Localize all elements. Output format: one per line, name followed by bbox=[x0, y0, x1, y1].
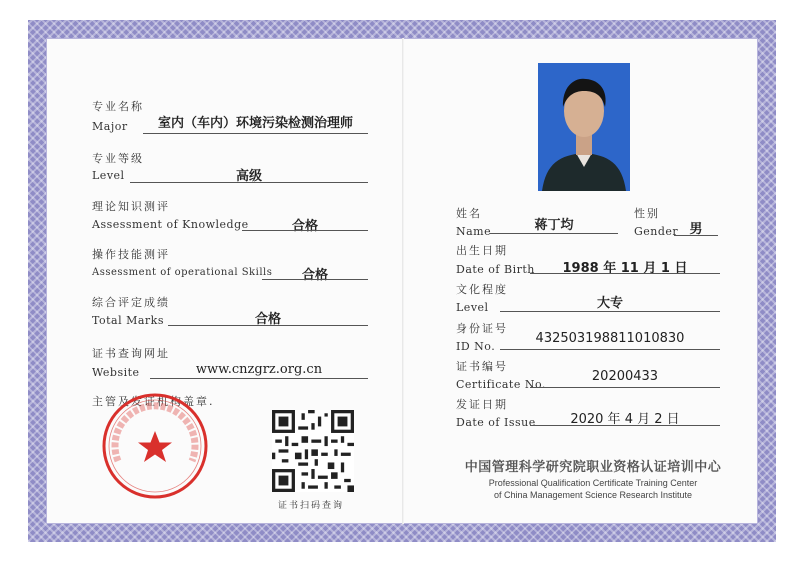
holder-photo bbox=[538, 63, 630, 191]
qr-caption: 证书扫码查询 bbox=[278, 501, 345, 511]
major-label-en: Major bbox=[92, 120, 128, 133]
skills-label-en: Assessment of operational Skills bbox=[92, 267, 273, 278]
cert-underline bbox=[530, 387, 720, 388]
skills-value: 合格 bbox=[301, 268, 328, 283]
cert-value: 20200433 bbox=[591, 369, 659, 384]
issuer-name-en-line2: of China Management Science Research Institute bbox=[493, 490, 693, 500]
level-label-en: Level bbox=[92, 169, 125, 182]
issue-label-en: Date of Issue bbox=[456, 416, 536, 429]
authority-label: 主管及发证机构盖章. bbox=[92, 395, 215, 408]
dob-value: 1988 年 11 月 1 日 bbox=[562, 261, 688, 276]
knowledge-value: 合格 bbox=[291, 219, 318, 234]
gender-value: 男 bbox=[689, 222, 703, 237]
website-underline bbox=[150, 378, 368, 379]
id-label-en: ID No. bbox=[456, 340, 496, 353]
website-label-cn: 证书查询网址 bbox=[92, 347, 170, 360]
issue-label-cn: 发证日期 bbox=[456, 398, 508, 411]
id-underline bbox=[500, 349, 720, 350]
website-value[interactable]: www.cnzgrz.org.cn bbox=[195, 362, 323, 377]
id-label-cn: 身份证号 bbox=[456, 322, 508, 335]
major-value: 室内（车内）环境污染检测治理师 bbox=[157, 116, 353, 131]
major-underline bbox=[143, 133, 368, 134]
dob-label-en: Date of Birth bbox=[456, 263, 535, 276]
gender-label-cn: 性别 bbox=[634, 207, 660, 220]
skills-label-cn: 操作技能测评 bbox=[92, 248, 170, 261]
knowledge-underline bbox=[242, 230, 368, 231]
total-label-en: Total Marks bbox=[92, 314, 164, 327]
level-label-cn: 专业等级 bbox=[92, 152, 144, 165]
education-value: 大专 bbox=[596, 296, 623, 311]
official-seal bbox=[100, 391, 210, 501]
education-underline bbox=[500, 311, 720, 312]
skills-underline bbox=[262, 279, 368, 280]
major-label-cn: 专业名称 bbox=[92, 100, 144, 113]
dob-label-cn: 出生日期 bbox=[456, 244, 508, 257]
center-fold bbox=[402, 38, 404, 524]
name-underline bbox=[490, 233, 618, 234]
total-label-cn: 综合评定成绩 bbox=[92, 296, 170, 309]
cert-label-cn: 证书编号 bbox=[456, 360, 508, 373]
issuer-name-en-line1: Professional Qualification Certificate Training Center bbox=[488, 478, 698, 488]
level-underline bbox=[130, 182, 368, 183]
website-label-en: Website bbox=[92, 366, 140, 379]
qr-code[interactable] bbox=[272, 410, 354, 492]
gender-label-en: Gender bbox=[634, 225, 679, 238]
issue-value: 2020 年 4 月 2 日 bbox=[570, 412, 680, 427]
education-label-en: Level bbox=[456, 301, 489, 314]
issuer-name-cn: 中国管理科学研究院职业资格认证培训中心 bbox=[464, 460, 722, 475]
id-value: 432503198811010830 bbox=[535, 331, 685, 346]
total-underline bbox=[168, 325, 368, 326]
name-label-en: Name bbox=[456, 225, 492, 238]
cert-label-en: Certificate No. bbox=[456, 378, 546, 391]
name-value: 蒋丁均 bbox=[534, 218, 574, 233]
knowledge-label-en: Assessment of Knowledge bbox=[92, 218, 249, 231]
level-value: 高级 bbox=[235, 169, 262, 184]
education-label-cn: 文化程度 bbox=[456, 283, 508, 296]
issue-underline bbox=[530, 425, 720, 426]
gender-underline bbox=[674, 235, 718, 236]
knowledge-label-cn: 理论知识测评 bbox=[92, 200, 170, 213]
name-label-cn: 姓名 bbox=[456, 207, 482, 220]
total-value: 合格 bbox=[254, 312, 281, 327]
dob-underline bbox=[530, 273, 720, 274]
